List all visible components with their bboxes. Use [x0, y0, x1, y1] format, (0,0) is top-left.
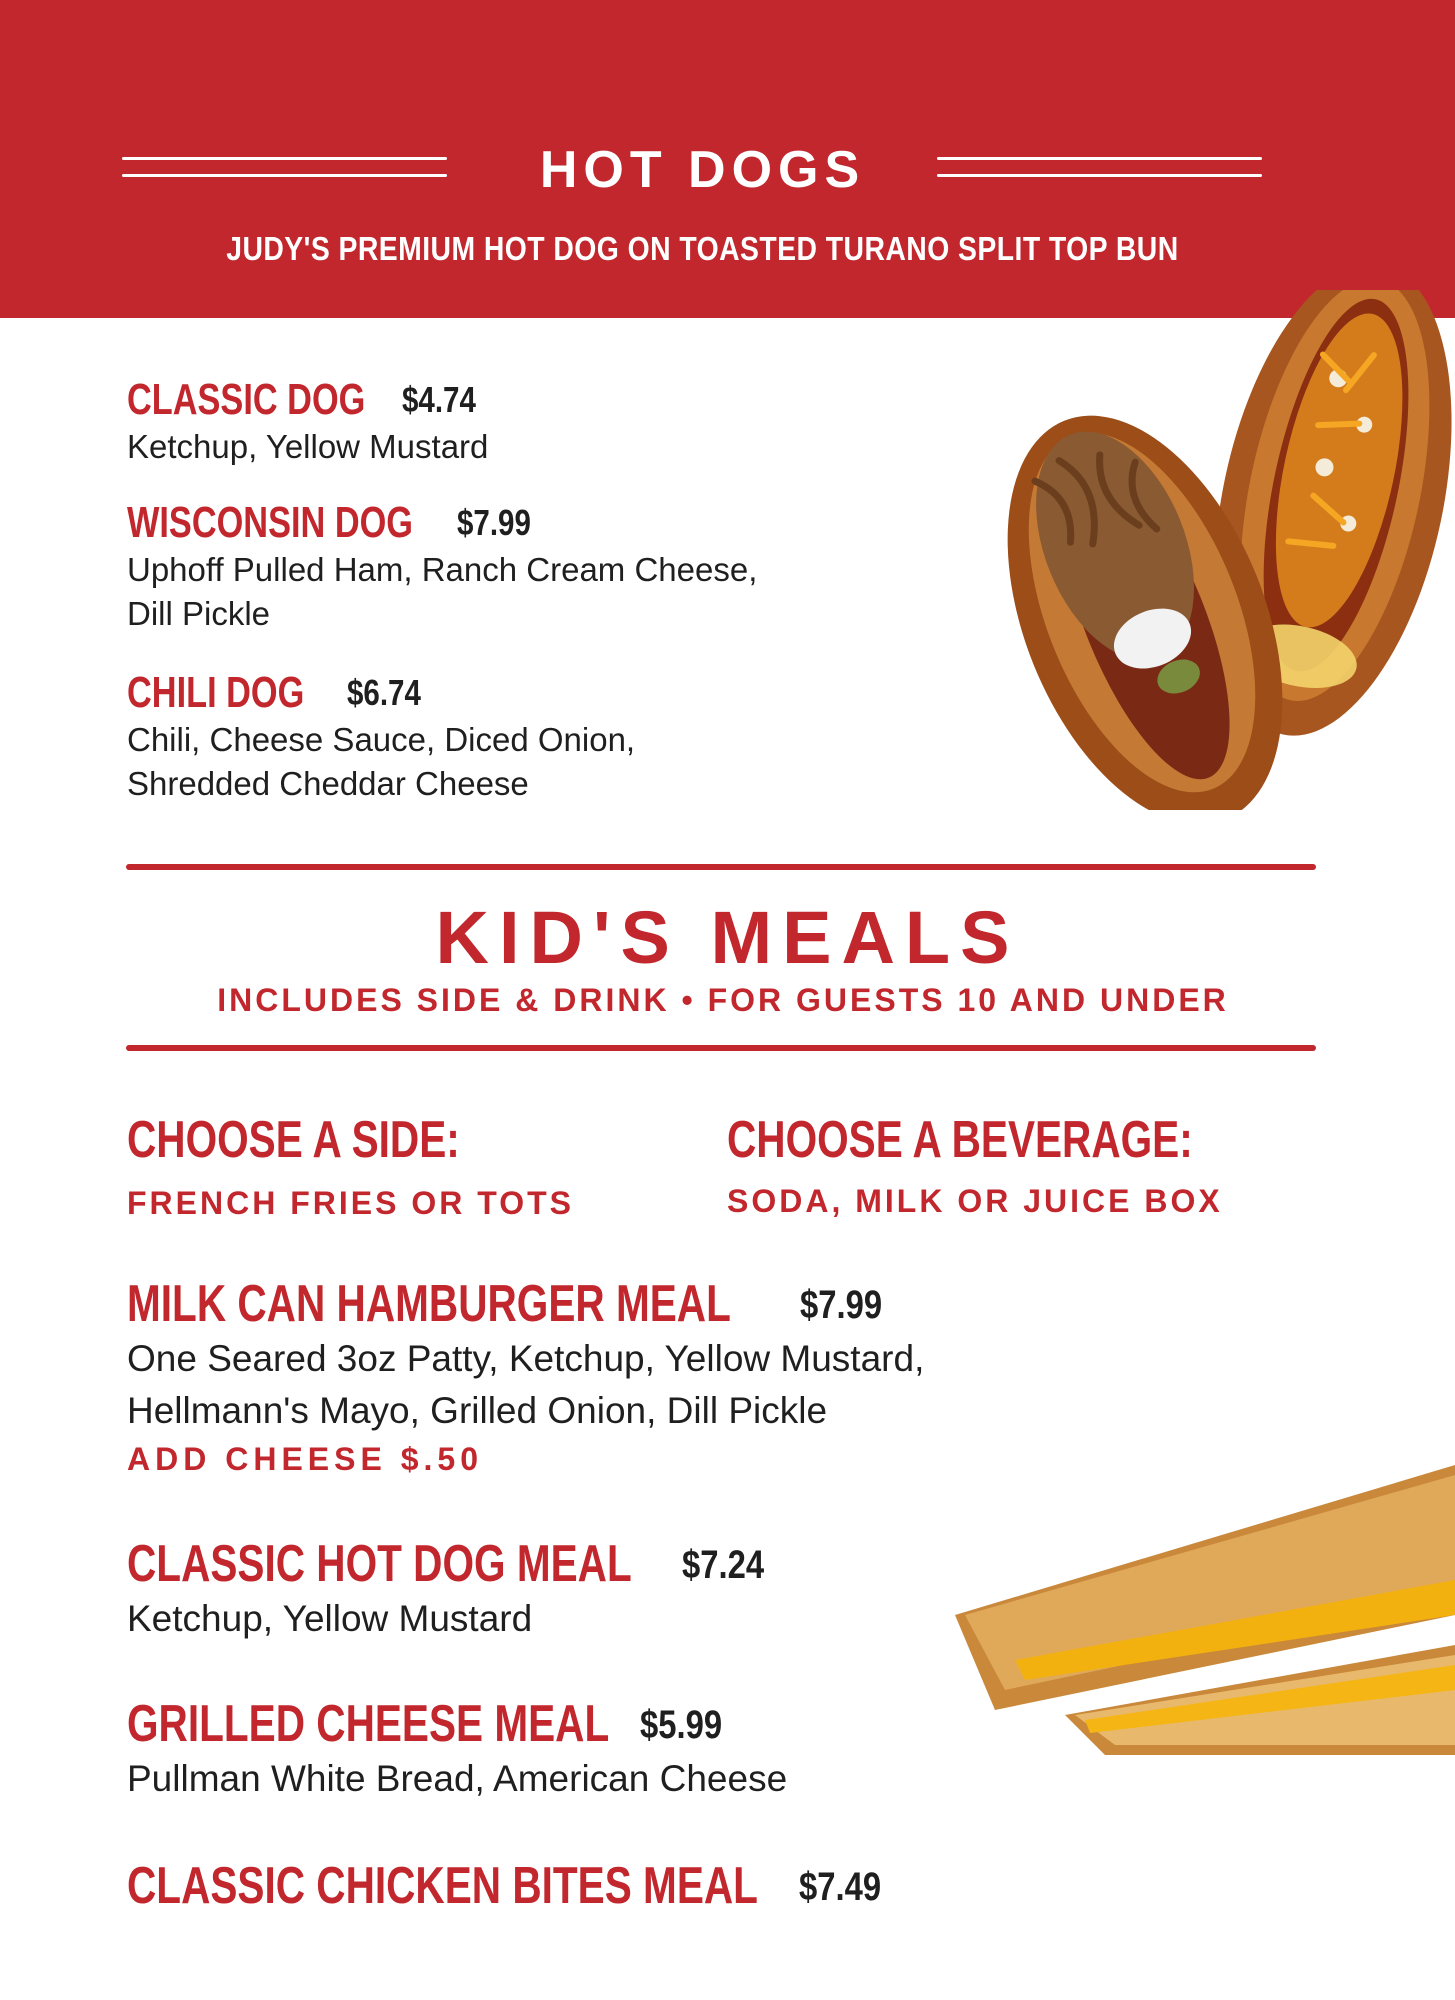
item-description: Ketchup, Yellow Mustard	[127, 1598, 533, 1639]
item-price: $7.49	[799, 1865, 882, 1909]
menu-item-classic-hot-dog-meal	[127, 1535, 774, 1645]
item-name: CLASSIC HOT DOG MEAL	[127, 1535, 632, 1593]
item-name: CLASSIC CHICKEN BITES MEAL	[127, 1857, 758, 1915]
item-description: Chili, Cheese Sauce, Diced Onion,	[127, 721, 636, 758]
grilled-cheese-photo	[955, 1465, 1455, 1755]
menu-item-chili-dog	[127, 668, 635, 806]
choose-beverage-options: SODA, MILK OR JUICE BOX	[727, 1183, 1223, 1219]
item-name: GRILLED CHEESE MEAL	[127, 1695, 610, 1753]
add-cheese-option: ADD CHEESE $.50	[127, 1441, 483, 1477]
kids-meals-subtitle: INCLUDES SIDE & DRINK • FOR GUESTS 10 AND UNDER	[217, 982, 1229, 1018]
item-price: $5.99	[640, 1703, 723, 1747]
item-price: $7.99	[457, 502, 531, 543]
item-description: Shredded Cheddar Cheese	[127, 765, 529, 802]
hot-dogs-title: HOT DOGS	[539, 141, 866, 199]
item-price: $7.24	[682, 1543, 765, 1587]
kids-meals-title: KID'S MEALS	[435, 896, 1020, 979]
item-name: CHILI DOG	[127, 668, 305, 717]
menu-item-milk-can-hamburger-meal	[127, 1275, 924, 1478]
item-name: WISCONSIN DOG	[127, 498, 414, 547]
choose-beverage-heading: CHOOSE A BEVERAGE:	[727, 1111, 1193, 1169]
menu-item-classic-dog	[127, 375, 488, 469]
item-price: $4.74	[402, 379, 476, 420]
item-price: $6.74	[347, 672, 421, 713]
item-price: $7.99	[800, 1283, 883, 1327]
item-name: MILK CAN HAMBURGER MEAL	[127, 1275, 731, 1333]
choose-side-heading: CHOOSE A SIDE:	[127, 1111, 460, 1169]
item-description: Pullman White Bread, American Cheese	[127, 1758, 788, 1799]
menu-item-wisconsin-dog	[127, 498, 757, 636]
item-name: CLASSIC DOG	[127, 375, 366, 424]
menu-item-classic-chicken-bites-meal	[127, 1857, 936, 1915]
section-divider-bottom	[126, 1045, 1316, 1051]
section-divider-top	[126, 864, 1316, 870]
menu-item-grilled-cheese-meal	[127, 1695, 787, 1805]
hot-dogs-subtitle: JUDY'S PREMIUM HOT DOG ON TOASTED TURANO SPLIT TOP BUN	[226, 230, 1179, 267]
item-description: Dill Pickle	[127, 595, 271, 632]
item-description: Ketchup, Yellow Mustard	[127, 428, 489, 465]
item-description: Hellmann's Mayo, Grilled Onion, Dill Pickle	[127, 1390, 828, 1431]
hot-dogs-header	[0, 0, 1455, 318]
item-description: One Seared 3oz Patty, Ketchup, Yellow Mustard,	[127, 1338, 925, 1379]
item-description: Uphoff Pulled Ham, Ranch Cream Cheese,	[127, 551, 758, 588]
hot-dogs-photo	[955, 290, 1455, 810]
choose-side-options: FRENCH FRIES OR TOTS	[127, 1185, 574, 1221]
